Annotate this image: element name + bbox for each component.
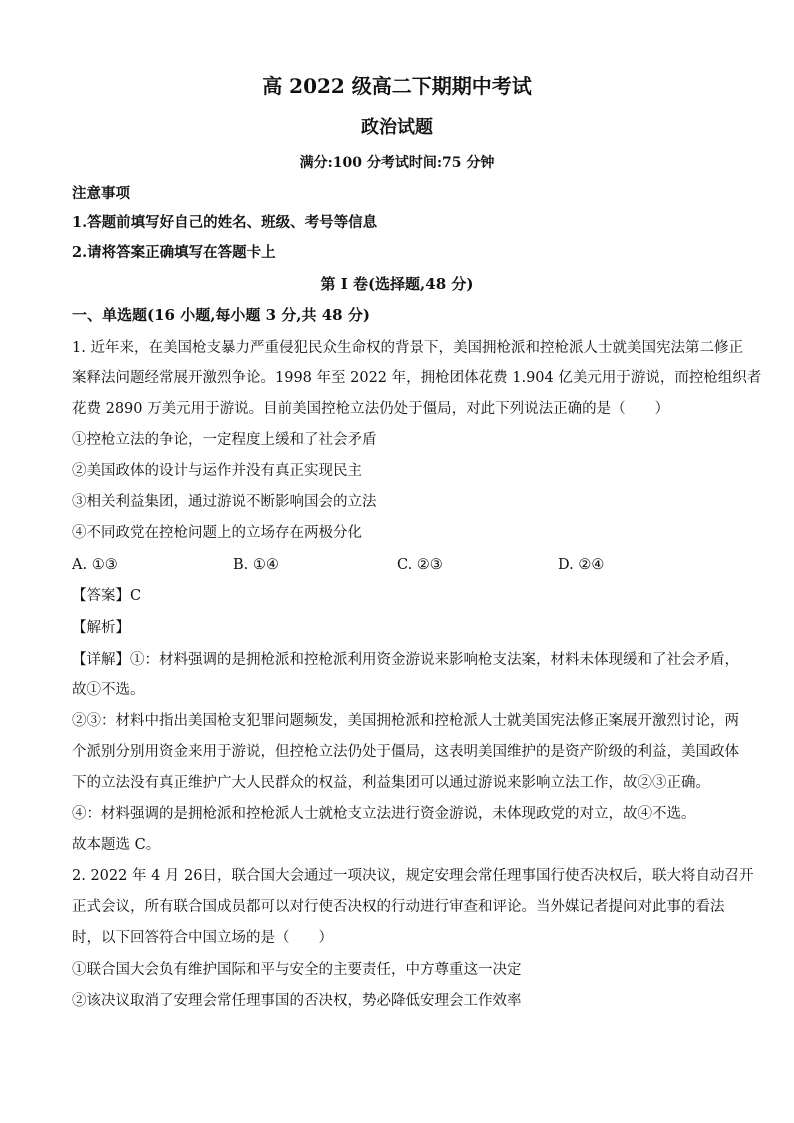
q1-option-c: C. ②③ [397, 557, 443, 573]
answer-tag: 【答案】 [72, 588, 130, 604]
volume-title: 第 I 卷(选择题,48 分) [320, 275, 474, 293]
notice-item: 2.请将答案正确填写在答题卡上 [72, 244, 276, 261]
q2-statement: ②该决议取消了安理会常任理事国的否决权，势必降低安理会工作效率 [72, 993, 522, 1009]
exam-meta: 满分:100 分考试时间:75 分钟 [299, 155, 495, 171]
notice-item: 1.答题前填写好自己的姓名、班级、考号等信息 [72, 214, 378, 231]
q1-statement: ③相关利益集团，通过游说不断影响国会的立法 [72, 494, 377, 510]
q1-statement: ④不同政党在控枪问题上的立场存在两极分化 [72, 525, 362, 541]
q1-detail-line: 故本题选 C。 [72, 837, 161, 853]
exam-title: 高 2022 级高二下期期中考试 [262, 74, 532, 98]
q1-detail-line: 个派别分别用资金来用于游说，但控枪立法仍处于僵局，这表明美国维护的是资产阶级的利益，美国政体 [72, 744, 739, 760]
q1-detail-line: ②③：材料中指出美国枪支犯罪问题频发，美国拥枪派和控枪派人士就美国宪法修正案展开激烈讨论，两 [72, 713, 739, 729]
section-title: 一、单选题(16 小题,每小题 3 分,共 48 分) [72, 306, 370, 324]
q1-detail-line: 下的立法没有真正维护广大人民群众的权益，利益集团可以通过游说来影响立法工作，故②③正确。 [72, 775, 710, 791]
q2-stem-line: 正式会议，所有联合国成员都可以对行使否决权的行动进行审查和评论。当外媒记者提问对此事的看法 [72, 899, 725, 915]
q1-statement: ①控枪立法的争论，一定程度上缓和了社会矛盾 [72, 432, 377, 448]
answer-value: C [130, 588, 142, 604]
q1-detail-line: ④：材料强调的是拥枪派和控枪派人士就枪支立法进行资金游说，未体现政党的对立，故④不选。 [72, 806, 696, 822]
notice-heading: 注意事项 [72, 185, 130, 202]
q1-stem-line: 花费 2890 万美元用于游说。目前美国控枪立法仍处于僵局，对此下列说法正确的是（ ） [72, 401, 670, 417]
exam-subject: 政治试题 [361, 117, 433, 138]
q2-statement: ①联合国大会负有维护国际和平与安全的主要责任，中方尊重这一决定 [72, 962, 522, 978]
q1-stem-line: 案释法问题经常展开激烈争论。1998 年至 2022 年，拥枪团体花费 1.904 亿美元用于游说，而控枪组织者 [72, 370, 762, 386]
q2-stem-line: 时，以下回答符合中国立场的是（ ） [72, 930, 333, 946]
q1-detail-line: 【详解】①：材料强调的是拥枪派和控枪派利用资金游说来影响枪支法案，材料未体现缓和了社会矛盾， [72, 652, 739, 668]
q1-answer [72, 586, 141, 606]
q1-option-d: D. ②④ [558, 557, 605, 573]
q1-stem-line: 1. 近年来，在美国枪支暴力严重侵犯民众生命权的背景下，美国拥枪派和控枪派人士就美国宪法第二修正 [72, 340, 743, 356]
q1-option-a: A. ①③ [72, 557, 118, 573]
q1-statement: ②美国政体的设计与运作并没有真正实现民主 [72, 463, 362, 479]
q1-option-b: B. ①④ [233, 557, 279, 573]
q2-stem-line: 2. 2022 年 4 月 26日，联合国大会通过一项决议，规定安理会常任理事国行使否决权后，联大将自动召开 [72, 868, 754, 884]
q1-detail-line: 故①不选。 [72, 682, 145, 698]
q1-analysis-tag: 【解析】 [72, 620, 130, 636]
